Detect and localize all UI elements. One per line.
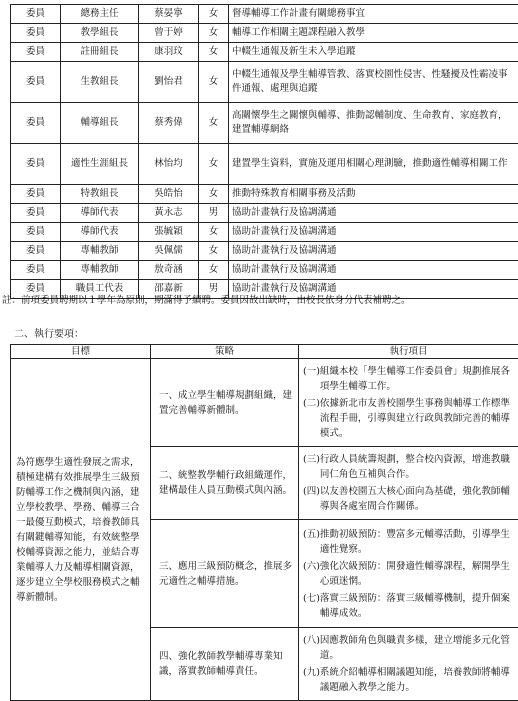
- strategy-cell: 一、成立學生輔導規劃組織，建置完善輔導新體制。: [151, 359, 299, 447]
- action-item-text: 依據新北市友善校園學生事務與輔導工作標準流程手冊，引導與建立行政與教師完善的輔導模式。: [320, 396, 514, 441]
- member-gender: 女: [199, 242, 229, 261]
- action-item-text: 系統介紹輔導相關議題知能，培養教師將輔導議題融入教學之能力。: [320, 665, 514, 695]
- member-duty: 中輟生通報及新生未入學追蹤: [229, 43, 518, 62]
- member-row: [11, 242, 518, 261]
- member-duty: 推動特殊教育相關事務及活動: [229, 185, 518, 204]
- member-row: [11, 261, 518, 280]
- member-duty: 協助計畫執行及協調溝通: [229, 280, 518, 299]
- strategy-cell: 三、應用三級預防概念，推展多元適性之輔導措施。: [151, 520, 299, 628]
- action-item-text: 組織本校「學生輔導工作委員會」規劃推展各項學生輔導工作。: [320, 364, 514, 394]
- member-role: 委員: [11, 62, 61, 103]
- strategy-cell: 二、統整教學輔行政組織運作，建構最佳人員互動模式與內涵。: [151, 447, 299, 520]
- member-name: 邵嘉新: [139, 280, 199, 299]
- action-items-cell: [299, 447, 518, 520]
- member-name: 蔡秀偉: [139, 103, 199, 144]
- member-role: 委員: [11, 204, 61, 223]
- member-duty: 協助計畫執行及協調溝通: [229, 242, 518, 261]
- member-name: 吳皓怡: [139, 185, 199, 204]
- goal-cell: 為符應學生適性發展之需求，積極建構有效推展學生三級預防輔導工作之機制與內涵，建立學校教學、學務、輔導三合一最優互動模式，培養教師具有關鍵輔導知能，有效統整學校輔導資源之能力，並結合專業輔導人力及輔導相關資源，逐步建立全學校服務模式之輔導新體制。: [11, 359, 151, 701]
- member-title: 專輔教師: [61, 242, 139, 261]
- action-item: [303, 527, 514, 557]
- action-item: [303, 559, 514, 589]
- member-duty: 高關懷學生之關懷與輔導、推動認輔制度、生命教育、家庭教育，建置輔導網絡: [229, 103, 518, 144]
- committee-members-body: [11, 5, 518, 299]
- action-item: [303, 665, 514, 695]
- member-name: 林怡均: [139, 144, 199, 185]
- action-items-cell: [299, 628, 518, 701]
- member-duty: 協助計畫執行及協調溝通: [229, 223, 518, 242]
- action-item-text: 以友善校園五大核心面向為基礎，強化教師輔導與各處室間合作關係。: [320, 484, 514, 514]
- action-item-number: (七): [303, 591, 320, 621]
- member-duty: 協助計畫執行及協調溝通: [229, 204, 518, 223]
- action-item-number: (二): [303, 396, 320, 441]
- appointment-note: 註：前項委員聘期以１學年為原則，期滿得予續聘。委員因故出缺時，由校長依身分代表補聘之。: [2, 295, 516, 307]
- member-role: 委員: [11, 261, 61, 280]
- member-duty: 建置學生資料，實施及運用相關心理測驗，推動適性輔導相關工作: [229, 144, 518, 185]
- execution-items-body: [11, 359, 518, 701]
- member-gender: 女: [199, 24, 229, 43]
- member-name: 康羽玟: [139, 43, 199, 62]
- execution-header-row: [11, 345, 518, 359]
- member-row: [11, 24, 518, 43]
- header-goal: 目標: [11, 345, 151, 359]
- member-gender: 男: [199, 280, 229, 299]
- action-item-text: 落實三級預防：落實三級輔導機制，提升個案輔導成效。: [320, 591, 514, 621]
- member-duty: 督導輔導工作計畫有關總務事宜: [229, 5, 518, 24]
- execution-items-table: [10, 344, 518, 701]
- member-gender: 女: [199, 185, 229, 204]
- header-strategy: 策略: [151, 345, 299, 359]
- committee-members-table: [10, 4, 518, 299]
- member-row: [11, 144, 518, 185]
- member-row: [11, 62, 518, 103]
- member-duty: 輔導工作相關主題課程融入教學: [229, 24, 518, 43]
- strategy-row: [11, 359, 518, 447]
- action-item-number: (六): [303, 559, 320, 589]
- action-item-number: (一): [303, 364, 320, 394]
- member-row: [11, 5, 518, 24]
- member-gender: 女: [199, 5, 229, 24]
- member-role: 委員: [11, 103, 61, 144]
- member-title: 總務主任: [61, 5, 139, 24]
- member-gender: 女: [199, 62, 229, 103]
- member-role: 委員: [11, 280, 61, 299]
- action-item: [303, 364, 514, 394]
- member-title: 生教組長: [61, 62, 139, 103]
- action-item-text: 強化次級預防：開發適性輔導課程，解開學生心頭迷惘。: [320, 559, 514, 589]
- member-gender: 男: [199, 204, 229, 223]
- member-name: 劉怡君: [139, 62, 199, 103]
- action-item-text: 行政人員統籌規劃，整合校內資源，增進教職同仁角色互補與合作。: [320, 452, 514, 482]
- header-items: 執行項目: [299, 345, 518, 359]
- member-role: 委員: [11, 185, 61, 204]
- member-role: 委員: [11, 144, 61, 185]
- member-title: 專輔教師: [61, 261, 139, 280]
- member-title: 輔導組長: [61, 103, 139, 144]
- member-name: 敖奇涵: [139, 261, 199, 280]
- member-title: 特教組長: [61, 185, 139, 204]
- member-gender: 女: [199, 223, 229, 242]
- member-role: 委員: [11, 5, 61, 24]
- member-name: 吳佩儒: [139, 242, 199, 261]
- member-gender: 女: [199, 43, 229, 62]
- member-name: 蔡晏寧: [139, 5, 199, 24]
- member-gender: 女: [199, 144, 229, 185]
- action-item-number: (九): [303, 665, 320, 695]
- action-item: [303, 484, 514, 514]
- action-item-number: (三): [303, 452, 320, 482]
- member-title: 職員工代表: [61, 280, 139, 299]
- strategy-cell: 四、強化教師教學輔導專業知識，落實教師輔導責任。: [151, 628, 299, 701]
- member-title: 導師代表: [61, 204, 139, 223]
- member-name: 曾于婷: [139, 24, 199, 43]
- member-duty: 中輟生通報及學生輔導管教、落實校園性侵害、性騷擾及性霸凌事件通報、處理與追蹤: [229, 62, 518, 103]
- member-duty: 協助計畫執行及協調溝通: [229, 261, 518, 280]
- action-item: [303, 591, 514, 621]
- member-row: [11, 204, 518, 223]
- member-row: [11, 103, 518, 144]
- member-row: [11, 223, 518, 242]
- member-row: [11, 185, 518, 204]
- member-gender: 女: [199, 103, 229, 144]
- action-item-number: (五): [303, 527, 320, 557]
- action-items-cell: [299, 520, 518, 628]
- member-role: 委員: [11, 43, 61, 62]
- member-title: 導師代表: [61, 223, 139, 242]
- member-gender: 女: [199, 261, 229, 280]
- action-item-number: (四): [303, 484, 320, 514]
- member-role: 委員: [11, 242, 61, 261]
- action-item: [303, 396, 514, 441]
- action-item: [303, 633, 514, 663]
- member-row: [11, 43, 518, 62]
- action-item: [303, 452, 514, 482]
- member-title: 註冊組長: [61, 43, 139, 62]
- member-name: 黃永志: [139, 204, 199, 223]
- member-name: 張毓穎: [139, 223, 199, 242]
- member-title: 教學組長: [61, 24, 139, 43]
- action-item-text: 因應教師角色與職責多樣，建立增能多元化管道。: [320, 633, 514, 663]
- section-title: 二、執行要項：: [14, 329, 84, 341]
- member-title: 適性生涯組長: [61, 144, 139, 185]
- member-role: 委員: [11, 24, 61, 43]
- action-item-number: (八): [303, 633, 320, 663]
- action-items-cell: [299, 359, 518, 447]
- action-item-text: 推動初級預防：豐富多元輔導活動，引導學生適性覺察。: [320, 527, 514, 557]
- member-role: 委員: [11, 223, 61, 242]
